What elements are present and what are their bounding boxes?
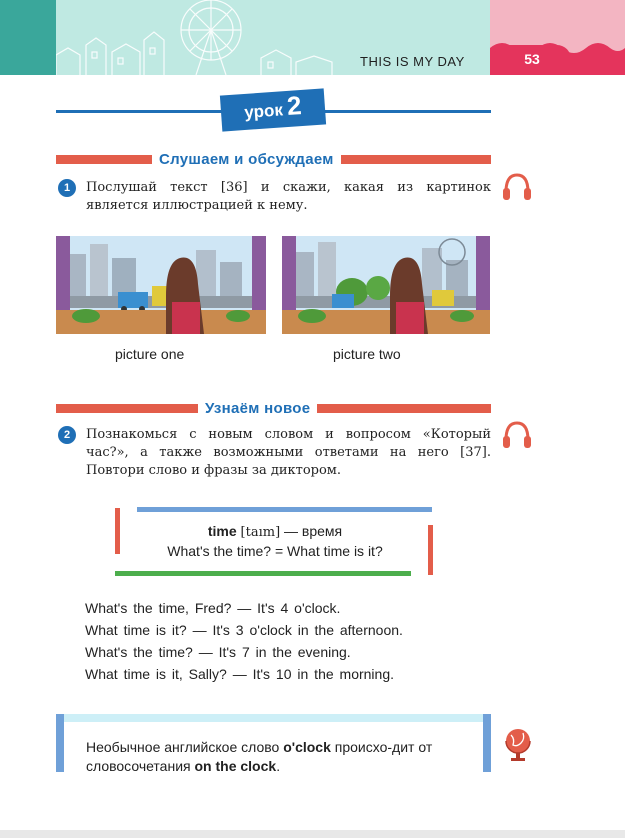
vocab-question-line: What's the time? = What time is it? [167,543,383,559]
page-bottom-edge [0,830,625,838]
vocab-dash: — [284,523,299,539]
task-1-text: Послушай текст [36] и скажи, какая из картинок является иллюстрацией к нему. [86,180,491,213]
picture-one-caption: picture one [115,346,185,362]
lesson-badge [220,88,326,131]
vocab-word-line [120,523,430,540]
lesson-word: урок [243,100,284,122]
vocab-word: time [207,523,237,539]
headphones-icon [501,172,533,202]
globe-icon [503,727,533,763]
note-text-end: . [276,758,281,774]
note-bold-on-the-clock: on the clock [194,758,277,774]
note-border-left [56,714,64,772]
note-border-right [483,714,491,772]
note-text-start: Необычное английское слово [86,739,284,755]
section-heading-listen: Слушаем и обсуждаем [152,151,341,169]
phrase-2: What time is it? — It's 3 o'clock in the afternoon. [85,622,403,638]
picture-two-caption: picture two [333,346,401,362]
header-teal-band [0,0,56,75]
phrase-4: What time is it, Sally? — It's 10 in the morning. [85,666,395,682]
picture-two-illustration [282,236,490,334]
vocab-border-bottom [115,571,411,576]
task-number-1: 1 [58,179,76,197]
vocab-transcription: [taım] [240,525,281,540]
lesson-number: 2 [285,90,303,121]
vocab-border-top [137,507,432,512]
unit-title: THIS IS MY DAY [360,54,465,69]
task-number-2: 2 [58,426,76,444]
note-text-mid: происхо-дит от словосочетания [86,739,433,774]
phrase-1: What's the time, Fred? — It's 4 o'clock. [85,600,341,616]
note-text [86,738,466,776]
headphones-icon [501,420,533,450]
picture-one-illustration [56,236,266,334]
note-bold-oclock: o'clock [283,739,331,755]
page-number: 53 [493,45,571,75]
section-heading-learn: Узнаём новое [198,400,317,418]
task-2-text: Познакомься с новым словом и вопросом «Который час?», а также возможными ответами на него [37]. Повтори слово и фразы за диктором. [86,427,491,478]
vocab-translation: время [301,523,343,539]
phrase-3: What's the time? — It's 7 in the evening. [85,644,351,660]
